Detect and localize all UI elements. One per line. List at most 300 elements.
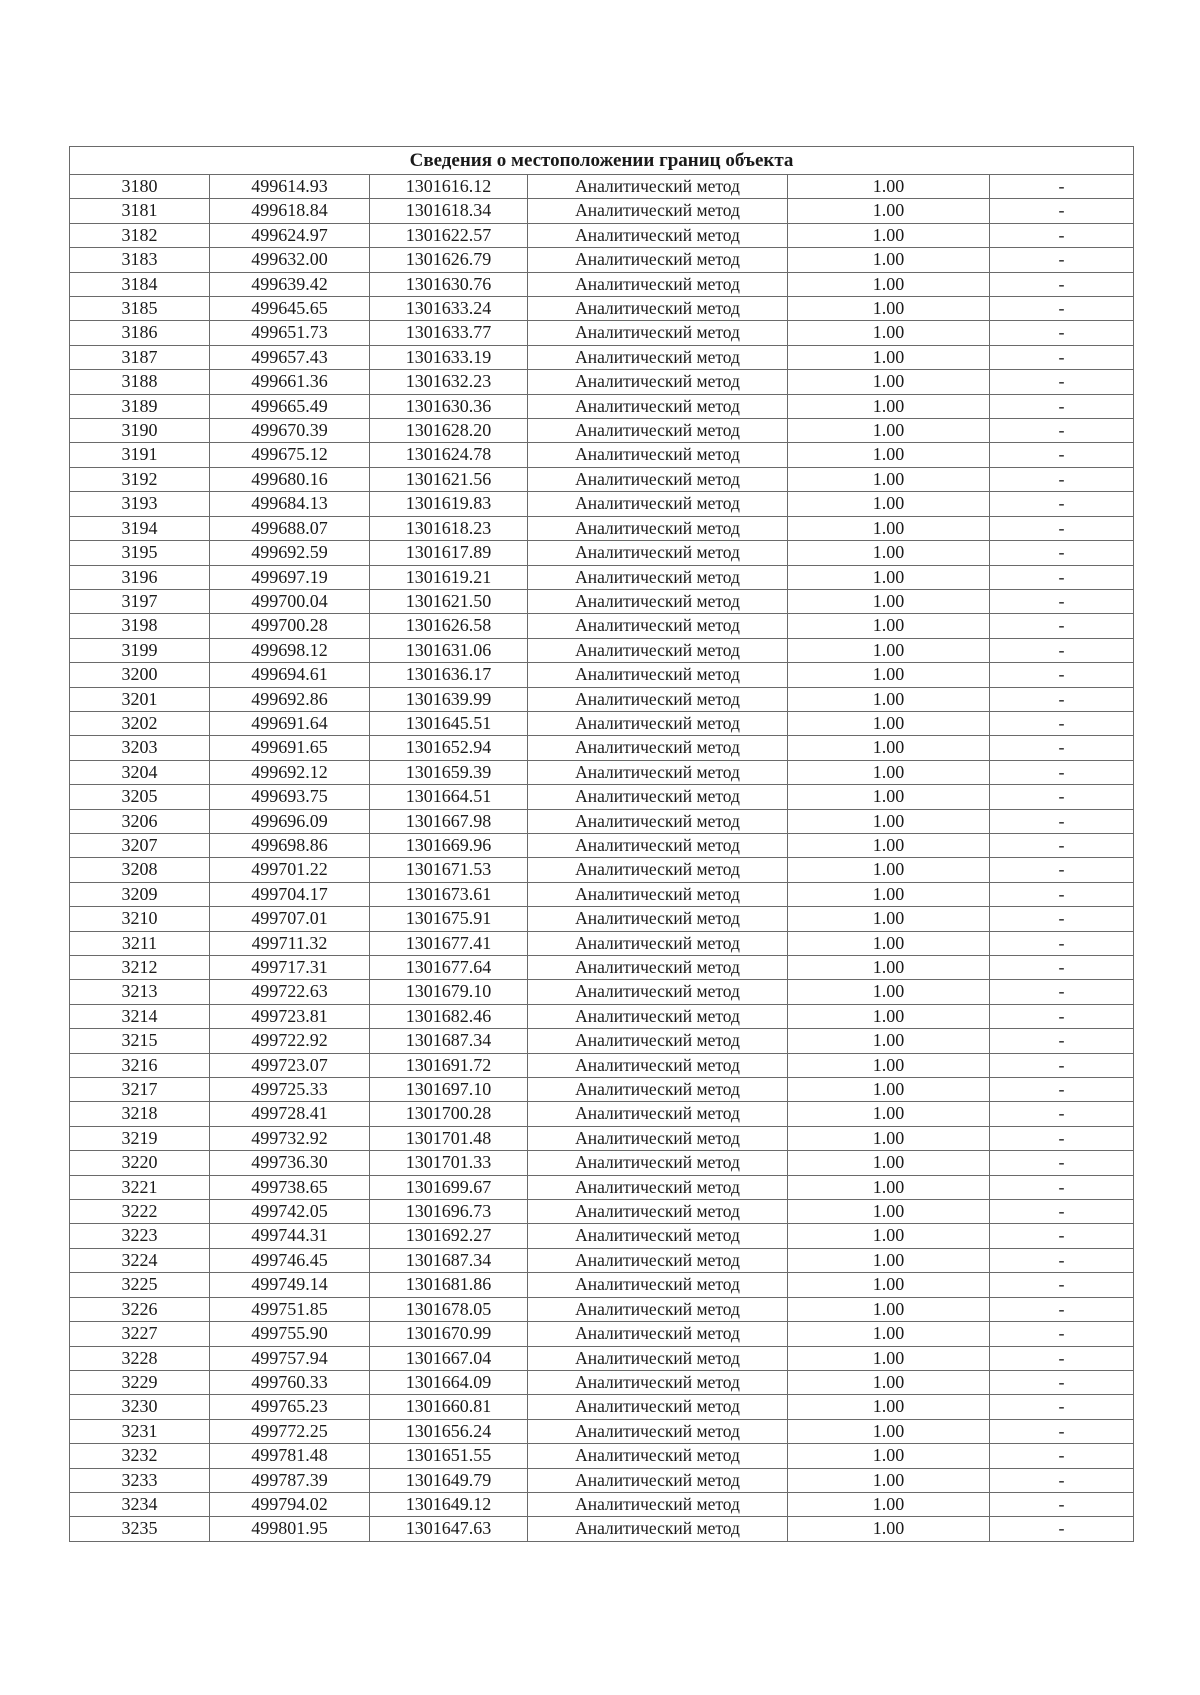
y-coordinate-cell: 1301624.78	[370, 443, 528, 467]
y-coordinate-cell: 1301618.34	[370, 199, 528, 223]
y-coordinate-cell: 1301633.19	[370, 345, 528, 369]
x-coordinate-cell: 499738.65	[210, 1175, 370, 1199]
accuracy-cell: 1.00	[788, 443, 990, 467]
accuracy-cell: 1.00	[788, 1200, 990, 1224]
accuracy-cell: 1.00	[788, 809, 990, 833]
y-coordinate-cell: 1301667.98	[370, 809, 528, 833]
accuracy-cell: 1.00	[788, 711, 990, 735]
dash-cell: -	[990, 492, 1134, 516]
x-coordinate-cell: 499732.92	[210, 1126, 370, 1150]
method-cell: Аналитический метод	[528, 370, 788, 394]
x-coordinate-cell: 499717.31	[210, 956, 370, 980]
dash-cell: -	[990, 785, 1134, 809]
accuracy-cell: 1.00	[788, 736, 990, 760]
method-cell: Аналитический метод	[528, 711, 788, 735]
x-coordinate-cell: 499639.42	[210, 272, 370, 296]
dash-cell: -	[990, 663, 1134, 687]
y-coordinate-cell: 1301651.55	[370, 1444, 528, 1468]
accuracy-cell: 1.00	[788, 589, 990, 613]
accuracy-cell: 1.00	[788, 1029, 990, 1053]
accuracy-cell: 1.00	[788, 1078, 990, 1102]
accuracy-cell: 1.00	[788, 419, 990, 443]
x-coordinate-cell: 499700.04	[210, 589, 370, 613]
y-coordinate-cell: 1301639.99	[370, 687, 528, 711]
accuracy-cell: 1.00	[788, 1297, 990, 1321]
x-coordinate-cell: 499744.31	[210, 1224, 370, 1248]
x-coordinate-cell: 499698.86	[210, 833, 370, 857]
point-number-cell: 3225	[70, 1273, 210, 1297]
dash-cell: -	[990, 614, 1134, 638]
table-row	[70, 614, 1134, 638]
dash-cell: -	[990, 419, 1134, 443]
accuracy-cell: 1.00	[788, 760, 990, 784]
accuracy-cell: 1.00	[788, 907, 990, 931]
point-number-cell: 3221	[70, 1175, 210, 1199]
table-row	[70, 223, 1134, 247]
table-row	[70, 858, 1134, 882]
point-number-cell: 3218	[70, 1102, 210, 1126]
table-row	[70, 711, 1134, 735]
accuracy-cell: 1.00	[788, 492, 990, 516]
table-row	[70, 687, 1134, 711]
method-cell: Аналитический метод	[528, 297, 788, 321]
point-number-cell: 3193	[70, 492, 210, 516]
table-row	[70, 736, 1134, 760]
point-number-cell: 3204	[70, 760, 210, 784]
point-number-cell: 3196	[70, 565, 210, 589]
accuracy-cell: 1.00	[788, 785, 990, 809]
dash-cell: -	[990, 345, 1134, 369]
y-coordinate-cell: 1301631.06	[370, 638, 528, 662]
point-number-cell: 3222	[70, 1200, 210, 1224]
accuracy-cell: 1.00	[788, 248, 990, 272]
x-coordinate-cell: 499694.61	[210, 663, 370, 687]
dash-cell: -	[990, 1029, 1134, 1053]
x-coordinate-cell: 499722.63	[210, 980, 370, 1004]
accuracy-cell: 1.00	[788, 467, 990, 491]
method-cell: Аналитический метод	[528, 223, 788, 247]
table-row	[70, 1029, 1134, 1053]
method-cell: Аналитический метод	[528, 1029, 788, 1053]
accuracy-cell: 1.00	[788, 1419, 990, 1443]
method-cell: Аналитический метод	[528, 1102, 788, 1126]
dash-cell: -	[990, 175, 1134, 199]
accuracy-cell: 1.00	[788, 370, 990, 394]
table-row	[70, 443, 1134, 467]
dash-cell: -	[990, 760, 1134, 784]
method-cell: Аналитический метод	[528, 492, 788, 516]
dash-cell: -	[990, 687, 1134, 711]
method-cell: Аналитический метод	[528, 443, 788, 467]
table-row	[70, 907, 1134, 931]
dash-cell: -	[990, 516, 1134, 540]
method-cell: Аналитический метод	[528, 1419, 788, 1443]
x-coordinate-cell: 499772.25	[210, 1419, 370, 1443]
point-number-cell: 3223	[70, 1224, 210, 1248]
dash-cell: -	[990, 1395, 1134, 1419]
dash-cell: -	[990, 223, 1134, 247]
table-title: Сведения о местоположении границ объекта	[70, 147, 1134, 175]
x-coordinate-cell: 499692.59	[210, 541, 370, 565]
x-coordinate-cell: 499723.81	[210, 1004, 370, 1028]
point-number-cell: 3201	[70, 687, 210, 711]
table-row	[70, 394, 1134, 418]
x-coordinate-cell: 499742.05	[210, 1200, 370, 1224]
y-coordinate-cell: 1301664.51	[370, 785, 528, 809]
x-coordinate-cell: 499693.75	[210, 785, 370, 809]
method-cell: Аналитический метод	[528, 541, 788, 565]
table-row	[70, 297, 1134, 321]
dash-cell: -	[990, 1224, 1134, 1248]
y-coordinate-cell: 1301628.20	[370, 419, 528, 443]
table-row	[70, 516, 1134, 540]
x-coordinate-cell: 499700.28	[210, 614, 370, 638]
y-coordinate-cell: 1301649.12	[370, 1492, 528, 1516]
dash-cell: -	[990, 882, 1134, 906]
y-coordinate-cell: 1301679.10	[370, 980, 528, 1004]
point-number-cell: 3195	[70, 541, 210, 565]
accuracy-cell: 1.00	[788, 956, 990, 980]
y-coordinate-cell: 1301677.64	[370, 956, 528, 980]
accuracy-cell: 1.00	[788, 638, 990, 662]
accuracy-cell: 1.00	[788, 858, 990, 882]
point-number-cell: 3226	[70, 1297, 210, 1321]
table-title-row	[70, 147, 1134, 175]
x-coordinate-cell: 499692.86	[210, 687, 370, 711]
x-coordinate-cell: 499746.45	[210, 1248, 370, 1272]
y-coordinate-cell: 1301630.76	[370, 272, 528, 296]
y-coordinate-cell: 1301699.67	[370, 1175, 528, 1199]
x-coordinate-cell: 499728.41	[210, 1102, 370, 1126]
table-row	[70, 345, 1134, 369]
method-cell: Аналитический метод	[528, 272, 788, 296]
x-coordinate-cell: 499704.17	[210, 882, 370, 906]
accuracy-cell: 1.00	[788, 882, 990, 906]
method-cell: Аналитический метод	[528, 907, 788, 931]
y-coordinate-cell: 1301687.34	[370, 1029, 528, 1053]
point-number-cell: 3230	[70, 1395, 210, 1419]
accuracy-cell: 1.00	[788, 1151, 990, 1175]
dash-cell: -	[990, 1419, 1134, 1443]
point-number-cell: 3186	[70, 321, 210, 345]
x-coordinate-cell: 499696.09	[210, 809, 370, 833]
dash-cell: -	[990, 321, 1134, 345]
method-cell: Аналитический метод	[528, 1053, 788, 1077]
method-cell: Аналитический метод	[528, 248, 788, 272]
accuracy-cell: 1.00	[788, 175, 990, 199]
y-coordinate-cell: 1301696.73	[370, 1200, 528, 1224]
x-coordinate-cell: 499723.07	[210, 1053, 370, 1077]
method-cell: Аналитический метод	[528, 638, 788, 662]
method-cell: Аналитический метод	[528, 565, 788, 589]
y-coordinate-cell: 1301692.27	[370, 1224, 528, 1248]
dash-cell: -	[990, 443, 1134, 467]
x-coordinate-cell: 499711.32	[210, 931, 370, 955]
y-coordinate-cell: 1301673.61	[370, 882, 528, 906]
dash-cell: -	[990, 1126, 1134, 1150]
accuracy-cell: 1.00	[788, 1468, 990, 1492]
accuracy-cell: 1.00	[788, 565, 990, 589]
accuracy-cell: 1.00	[788, 1248, 990, 1272]
point-number-cell: 3180	[70, 175, 210, 199]
method-cell: Аналитический метод	[528, 785, 788, 809]
dash-cell: -	[990, 1200, 1134, 1224]
table-row	[70, 248, 1134, 272]
table-row	[70, 1346, 1134, 1370]
accuracy-cell: 1.00	[788, 321, 990, 345]
point-number-cell: 3214	[70, 1004, 210, 1028]
method-cell: Аналитический метод	[528, 1517, 788, 1541]
point-number-cell: 3212	[70, 956, 210, 980]
method-cell: Аналитический метод	[528, 1297, 788, 1321]
accuracy-cell: 1.00	[788, 272, 990, 296]
method-cell: Аналитический метод	[528, 663, 788, 687]
table-row	[70, 467, 1134, 491]
method-cell: Аналитический метод	[528, 1126, 788, 1150]
x-coordinate-cell: 499755.90	[210, 1322, 370, 1346]
table-row	[70, 882, 1134, 906]
accuracy-cell: 1.00	[788, 1395, 990, 1419]
accuracy-cell: 1.00	[788, 687, 990, 711]
table-row	[70, 980, 1134, 1004]
table-row	[70, 760, 1134, 784]
method-cell: Аналитический метод	[528, 809, 788, 833]
point-number-cell: 3182	[70, 223, 210, 247]
point-number-cell: 3209	[70, 882, 210, 906]
point-number-cell: 3181	[70, 199, 210, 223]
x-coordinate-cell: 499645.65	[210, 297, 370, 321]
x-coordinate-cell: 499801.95	[210, 1517, 370, 1541]
y-coordinate-cell: 1301697.10	[370, 1078, 528, 1102]
accuracy-cell: 1.00	[788, 1370, 990, 1394]
y-coordinate-cell: 1301682.46	[370, 1004, 528, 1028]
method-cell: Аналитический метод	[528, 736, 788, 760]
table-row	[70, 1175, 1134, 1199]
method-cell: Аналитический метод	[528, 516, 788, 540]
y-coordinate-cell: 1301632.23	[370, 370, 528, 394]
x-coordinate-cell: 499794.02	[210, 1492, 370, 1516]
table-row	[70, 1322, 1134, 1346]
x-coordinate-cell: 499618.84	[210, 199, 370, 223]
y-coordinate-cell: 1301626.58	[370, 614, 528, 638]
dash-cell: -	[990, 1492, 1134, 1516]
point-number-cell: 3228	[70, 1346, 210, 1370]
method-cell: Аналитический метод	[528, 1370, 788, 1394]
x-coordinate-cell: 499760.33	[210, 1370, 370, 1394]
method-cell: Аналитический метод	[528, 345, 788, 369]
dash-cell: -	[990, 1322, 1134, 1346]
x-coordinate-cell: 499757.94	[210, 1346, 370, 1370]
dash-cell: -	[990, 711, 1134, 735]
table-row	[70, 1126, 1134, 1150]
point-number-cell: 3220	[70, 1151, 210, 1175]
dash-cell: -	[990, 467, 1134, 491]
table-row	[70, 589, 1134, 613]
table-row	[70, 321, 1134, 345]
dash-cell: -	[990, 980, 1134, 1004]
point-number-cell: 3197	[70, 589, 210, 613]
y-coordinate-cell: 1301621.56	[370, 467, 528, 491]
accuracy-cell: 1.00	[788, 833, 990, 857]
dash-cell: -	[990, 1444, 1134, 1468]
dash-cell: -	[990, 1175, 1134, 1199]
accuracy-cell: 1.00	[788, 1492, 990, 1516]
y-coordinate-cell: 1301664.09	[370, 1370, 528, 1394]
point-number-cell: 3208	[70, 858, 210, 882]
dash-cell: -	[990, 565, 1134, 589]
x-coordinate-cell: 499614.93	[210, 175, 370, 199]
method-cell: Аналитический метод	[528, 1346, 788, 1370]
x-coordinate-cell: 499698.12	[210, 638, 370, 662]
x-coordinate-cell: 499680.16	[210, 467, 370, 491]
method-cell: Аналитический метод	[528, 1224, 788, 1248]
dash-cell: -	[990, 956, 1134, 980]
table-row	[70, 272, 1134, 296]
point-number-cell: 3183	[70, 248, 210, 272]
dash-cell: -	[990, 1151, 1134, 1175]
x-coordinate-cell: 499707.01	[210, 907, 370, 931]
point-number-cell: 3227	[70, 1322, 210, 1346]
point-number-cell: 3191	[70, 443, 210, 467]
accuracy-cell: 1.00	[788, 345, 990, 369]
y-coordinate-cell: 1301633.77	[370, 321, 528, 345]
table-row	[70, 1468, 1134, 1492]
table-row	[70, 638, 1134, 662]
table-row	[70, 370, 1134, 394]
y-coordinate-cell: 1301701.33	[370, 1151, 528, 1175]
y-coordinate-cell: 1301619.21	[370, 565, 528, 589]
accuracy-cell: 1.00	[788, 1346, 990, 1370]
accuracy-cell: 1.00	[788, 1322, 990, 1346]
point-number-cell: 3189	[70, 394, 210, 418]
x-coordinate-cell: 499765.23	[210, 1395, 370, 1419]
dash-cell: -	[990, 1078, 1134, 1102]
y-coordinate-cell: 1301621.50	[370, 589, 528, 613]
y-coordinate-cell: 1301700.28	[370, 1102, 528, 1126]
y-coordinate-cell: 1301630.36	[370, 394, 528, 418]
table-row	[70, 809, 1134, 833]
method-cell: Аналитический метод	[528, 1151, 788, 1175]
table-row	[70, 663, 1134, 687]
accuracy-cell: 1.00	[788, 297, 990, 321]
y-coordinate-cell: 1301670.99	[370, 1322, 528, 1346]
accuracy-cell: 1.00	[788, 394, 990, 418]
dash-cell: -	[990, 370, 1134, 394]
x-coordinate-cell: 499657.43	[210, 345, 370, 369]
dash-cell: -	[990, 1517, 1134, 1541]
table-row	[70, 1370, 1134, 1394]
accuracy-cell: 1.00	[788, 516, 990, 540]
y-coordinate-cell: 1301616.12	[370, 175, 528, 199]
dash-cell: -	[990, 199, 1134, 223]
y-coordinate-cell: 1301652.94	[370, 736, 528, 760]
method-cell: Аналитический метод	[528, 1200, 788, 1224]
dash-cell: -	[990, 809, 1134, 833]
point-number-cell: 3216	[70, 1053, 210, 1077]
x-coordinate-cell: 499624.97	[210, 223, 370, 247]
point-number-cell: 3198	[70, 614, 210, 638]
accuracy-cell: 1.00	[788, 1004, 990, 1028]
point-number-cell: 3206	[70, 809, 210, 833]
x-coordinate-cell: 499749.14	[210, 1273, 370, 1297]
point-number-cell: 3234	[70, 1492, 210, 1516]
accuracy-cell: 1.00	[788, 1053, 990, 1077]
table-body	[70, 175, 1134, 1542]
dash-cell: -	[990, 858, 1134, 882]
y-coordinate-cell: 1301677.41	[370, 931, 528, 955]
dash-cell: -	[990, 833, 1134, 857]
point-number-cell: 3188	[70, 370, 210, 394]
x-coordinate-cell: 499675.12	[210, 443, 370, 467]
point-number-cell: 3199	[70, 638, 210, 662]
dash-cell: -	[990, 638, 1134, 662]
x-coordinate-cell: 499697.19	[210, 565, 370, 589]
accuracy-cell: 1.00	[788, 1273, 990, 1297]
y-coordinate-cell: 1301622.57	[370, 223, 528, 247]
table-row	[70, 1395, 1134, 1419]
table-row	[70, 492, 1134, 516]
y-coordinate-cell: 1301691.72	[370, 1053, 528, 1077]
y-coordinate-cell: 1301619.83	[370, 492, 528, 516]
dash-cell: -	[990, 1053, 1134, 1077]
y-coordinate-cell: 1301671.53	[370, 858, 528, 882]
x-coordinate-cell: 499781.48	[210, 1444, 370, 1468]
accuracy-cell: 1.00	[788, 931, 990, 955]
dash-cell: -	[990, 248, 1134, 272]
method-cell: Аналитический метод	[528, 394, 788, 418]
table-row	[70, 541, 1134, 565]
dash-cell: -	[990, 1248, 1134, 1272]
y-coordinate-cell: 1301617.89	[370, 541, 528, 565]
method-cell: Аналитический метод	[528, 419, 788, 443]
method-cell: Аналитический метод	[528, 199, 788, 223]
y-coordinate-cell: 1301647.63	[370, 1517, 528, 1541]
table-row	[70, 1224, 1134, 1248]
y-coordinate-cell: 1301618.23	[370, 516, 528, 540]
point-number-cell: 3203	[70, 736, 210, 760]
x-coordinate-cell: 499661.36	[210, 370, 370, 394]
x-coordinate-cell: 499722.92	[210, 1029, 370, 1053]
y-coordinate-cell: 1301687.34	[370, 1248, 528, 1272]
y-coordinate-cell: 1301660.81	[370, 1395, 528, 1419]
accuracy-cell: 1.00	[788, 1444, 990, 1468]
x-coordinate-cell: 499692.12	[210, 760, 370, 784]
table-row	[70, 565, 1134, 589]
method-cell: Аналитический метод	[528, 321, 788, 345]
accuracy-cell: 1.00	[788, 980, 990, 1004]
x-coordinate-cell: 499632.00	[210, 248, 370, 272]
point-number-cell: 3192	[70, 467, 210, 491]
x-coordinate-cell: 499665.49	[210, 394, 370, 418]
method-cell: Аналитический метод	[528, 1395, 788, 1419]
x-coordinate-cell: 499725.33	[210, 1078, 370, 1102]
table-row	[70, 419, 1134, 443]
table-row	[70, 956, 1134, 980]
method-cell: Аналитический метод	[528, 1175, 788, 1199]
y-coordinate-cell: 1301645.51	[370, 711, 528, 735]
y-coordinate-cell: 1301636.17	[370, 663, 528, 687]
table-row	[70, 1004, 1134, 1028]
dash-cell: -	[990, 1370, 1134, 1394]
x-coordinate-cell: 499736.30	[210, 1151, 370, 1175]
y-coordinate-cell: 1301669.96	[370, 833, 528, 857]
accuracy-cell: 1.00	[788, 199, 990, 223]
point-number-cell: 3231	[70, 1419, 210, 1443]
point-number-cell: 3187	[70, 345, 210, 369]
point-number-cell: 3185	[70, 297, 210, 321]
x-coordinate-cell: 499670.39	[210, 419, 370, 443]
dash-cell: -	[990, 931, 1134, 955]
